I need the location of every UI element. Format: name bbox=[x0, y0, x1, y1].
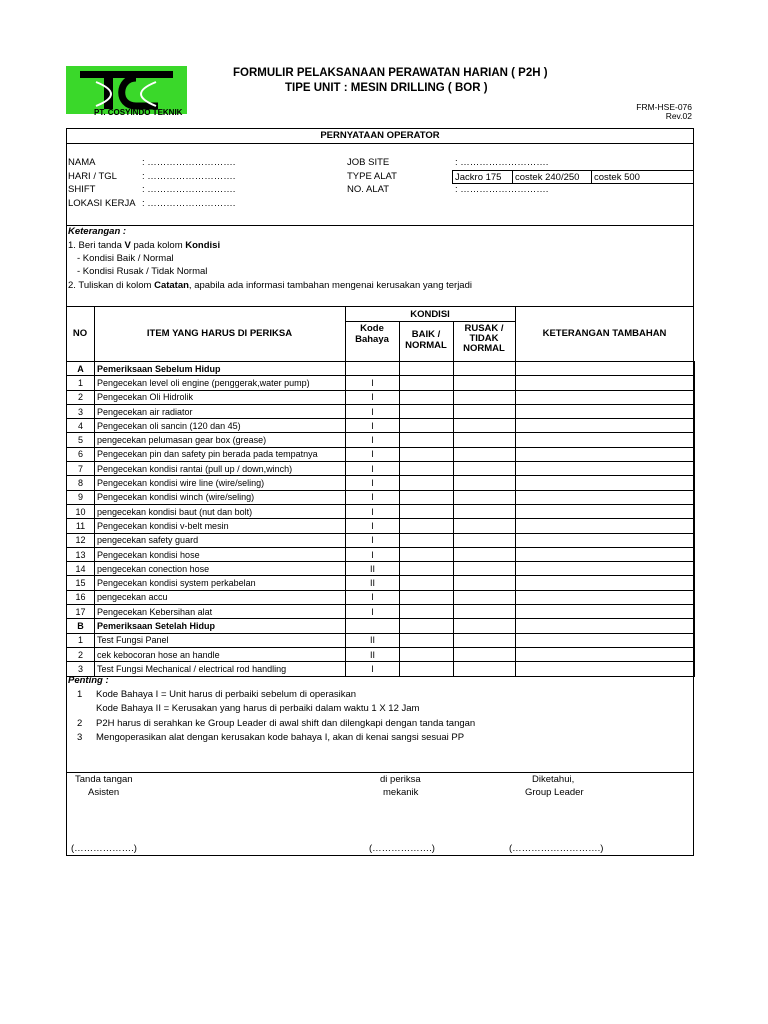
rusak-checkbox-cell[interactable] bbox=[454, 504, 516, 518]
row-item: pengecekan conection hose bbox=[95, 562, 346, 576]
row-no: 2 bbox=[67, 390, 95, 404]
row-no: 6 bbox=[67, 447, 95, 461]
section-b-body bbox=[67, 619, 695, 676]
row-item: pengecekan safety guard bbox=[95, 533, 346, 547]
table-row bbox=[67, 504, 695, 518]
form-subtitle: TIPE UNIT : MESIN DRILLING ( BOR ) bbox=[285, 82, 488, 94]
inspection-table bbox=[66, 361, 695, 677]
signature-asisten-line1: Tanda tangan bbox=[75, 774, 133, 785]
table-row bbox=[67, 433, 695, 447]
row-item: pengecekan kondisi baut (nut dan bolt) bbox=[95, 504, 346, 518]
field-value-nama[interactable]: : ………………………. bbox=[142, 157, 236, 168]
baik-checkbox-cell[interactable] bbox=[400, 462, 454, 476]
baik-checkbox-cell[interactable] bbox=[400, 476, 454, 490]
rusak-checkbox-cell[interactable] bbox=[454, 547, 516, 561]
rusak-checkbox-cell[interactable] bbox=[454, 419, 516, 433]
rusak-checkbox-cell[interactable] bbox=[454, 533, 516, 547]
baik-checkbox-cell[interactable] bbox=[400, 590, 454, 604]
row-no: 3 bbox=[67, 662, 95, 676]
notes-line-1-mid: pada kolom bbox=[130, 240, 186, 251]
baik-checkbox-cell[interactable] bbox=[400, 547, 454, 561]
field-value-no-alat[interactable]: : ………………………. bbox=[455, 184, 549, 195]
rusak-checkbox-cell[interactable] bbox=[454, 633, 516, 647]
section-a-body bbox=[67, 362, 695, 619]
row-no: 3 bbox=[67, 404, 95, 418]
keterangan-cell[interactable] bbox=[516, 619, 695, 633]
keterangan-input-cell[interactable] bbox=[516, 490, 695, 504]
baik-checkbox-cell[interactable] bbox=[400, 519, 454, 533]
rusak-checkbox-cell[interactable] bbox=[454, 462, 516, 476]
keterangan-input-cell[interactable] bbox=[516, 533, 695, 547]
row-no: 9 bbox=[67, 490, 95, 504]
table-row bbox=[67, 547, 695, 561]
baik-checkbox-cell[interactable] bbox=[400, 390, 454, 404]
table-row bbox=[67, 404, 695, 418]
row-item: Pengecekan kondisi system perkabelan bbox=[95, 576, 346, 590]
baik-checkbox-cell[interactable] bbox=[400, 576, 454, 590]
keterangan-input-cell[interactable] bbox=[516, 547, 695, 561]
notes-line-4 bbox=[68, 280, 472, 291]
company-logo bbox=[66, 66, 187, 114]
row-no: 5 bbox=[67, 433, 95, 447]
row-no: 2 bbox=[67, 647, 95, 661]
row-kode: I bbox=[346, 519, 400, 533]
row-kode: I bbox=[346, 404, 400, 418]
notes-line-1 bbox=[68, 240, 220, 251]
col-header-rusak: RUSAK / TIDAK NORMAL bbox=[463, 323, 505, 354]
row-kode: II bbox=[346, 562, 400, 576]
row-item: Pengecekan kondisi rantai (pull up / down,winch) bbox=[95, 462, 346, 476]
row-no: 4 bbox=[67, 419, 95, 433]
table-row bbox=[67, 662, 695, 676]
penting-item-no: 2 bbox=[77, 718, 83, 729]
keterangan-input-cell[interactable] bbox=[516, 376, 695, 390]
keterangan-input-cell[interactable] bbox=[516, 633, 695, 647]
baik-checkbox-cell[interactable] bbox=[400, 447, 454, 461]
rusak-checkbox-cell[interactable] bbox=[454, 404, 516, 418]
section-no: B bbox=[67, 619, 95, 633]
signature-gl-line1: Diketahui, bbox=[532, 774, 575, 785]
keterangan-input-cell[interactable] bbox=[516, 605, 695, 619]
row-item: Pengecekan Oli Hidrolik bbox=[95, 390, 346, 404]
penting-item-text: P2H harus di serahkan ke Group Leader di awal shift dan dilengkapi dengan tanda tangan bbox=[96, 718, 476, 729]
type-option-jackro[interactable]: Jackro 175 bbox=[455, 172, 502, 183]
penting-item-text: Kode Bahaya I = Unit harus di perbaiki sebelum di operasikan bbox=[96, 689, 357, 700]
row-item: Pengecekan air radiator bbox=[95, 404, 346, 418]
row-kode: I bbox=[346, 419, 400, 433]
row-no: 12 bbox=[67, 533, 95, 547]
col-header-keterangan: KETERANGAN TAMBAHAN bbox=[542, 328, 667, 339]
row-kode: I bbox=[346, 376, 400, 390]
table-row bbox=[67, 390, 695, 404]
table-row bbox=[67, 447, 695, 461]
row-kode: I bbox=[346, 605, 400, 619]
keterangan-input-cell[interactable] bbox=[516, 476, 695, 490]
row-item: Pengecekan kondisi wire line (wire/seling) bbox=[95, 476, 346, 490]
row-no: 11 bbox=[67, 519, 95, 533]
notes-line-2: - Kondisi Baik / Normal bbox=[77, 253, 174, 264]
row-item: Test Fungsi Panel bbox=[95, 633, 346, 647]
table-row bbox=[67, 376, 695, 390]
signature-mekanik-line2: mekanik bbox=[383, 787, 419, 798]
penting-item-text: Kode Bahaya II = Kerusakan yang harus di perbaiki dalam waktu 1 X 12 Jam bbox=[96, 703, 420, 714]
rusak-checkbox-cell[interactable] bbox=[454, 647, 516, 661]
row-item: pengecekan accu bbox=[95, 590, 346, 604]
field-label-job-site: JOB SITE bbox=[347, 157, 390, 168]
row-no: 10 bbox=[67, 504, 95, 518]
rusak-checkbox-cell[interactable] bbox=[454, 562, 516, 576]
penting-title: Penting : bbox=[68, 675, 109, 686]
penting-item-text: Mengoperasikan alat dengan kerusakan kode bahaya I, akan di kenai sangsi sesuai PP bbox=[96, 732, 465, 743]
row-item: Pengecekan Kebersihan alat bbox=[95, 605, 346, 619]
type-option-costek-500[interactable]: costek 500 bbox=[594, 172, 640, 183]
rusak-checkbox-cell[interactable] bbox=[454, 433, 516, 447]
row-no: 1 bbox=[67, 376, 95, 390]
baik-checkbox-cell[interactable] bbox=[400, 490, 454, 504]
col-header-kondisi: KONDISI bbox=[410, 309, 450, 320]
baik-checkbox-cell[interactable] bbox=[400, 504, 454, 518]
table-row bbox=[67, 590, 695, 604]
row-kode: I bbox=[346, 662, 400, 676]
row-kode: II bbox=[346, 647, 400, 661]
table-row bbox=[67, 476, 695, 490]
signature-gl-blank[interactable]: (……………………….) bbox=[509, 843, 604, 854]
row-kode: I bbox=[346, 462, 400, 476]
row-no: 16 bbox=[67, 590, 95, 604]
row-item: Test Fungsi Mechanical / electrical rod handling bbox=[95, 662, 346, 676]
field-value-lokasi[interactable]: : ………………………. bbox=[142, 198, 236, 209]
rusak-checkbox-cell[interactable] bbox=[454, 376, 516, 390]
row-item: Pengecekan kondisi v-belt mesin bbox=[95, 519, 346, 533]
rusak-cell[interactable] bbox=[454, 619, 516, 633]
signature-mekanik-line1: di periksa bbox=[380, 774, 421, 785]
row-no: 8 bbox=[67, 476, 95, 490]
row-kode: I bbox=[346, 447, 400, 461]
table-row bbox=[67, 562, 695, 576]
section-no: A bbox=[67, 362, 95, 376]
row-kode: I bbox=[346, 390, 400, 404]
table-row bbox=[67, 533, 695, 547]
section-header-row bbox=[67, 619, 695, 633]
rusak-checkbox-cell[interactable] bbox=[454, 490, 516, 504]
row-item: Pengecekan kondisi winch (wire/seling) bbox=[95, 490, 346, 504]
table-row bbox=[67, 605, 695, 619]
logo-graphic bbox=[66, 66, 187, 114]
baik-checkbox-cell[interactable] bbox=[400, 633, 454, 647]
row-kode: I bbox=[346, 590, 400, 604]
signature-asisten-line2: Asisten bbox=[88, 787, 120, 798]
row-kode: I bbox=[346, 433, 400, 447]
notes-line-3: - Kondisi Rusak / Tidak Normal bbox=[77, 266, 208, 277]
field-value-job-site[interactable]: : ………………………. bbox=[455, 157, 549, 168]
row-kode: II bbox=[346, 576, 400, 590]
field-label-no-alat: NO. ALAT bbox=[347, 184, 390, 195]
row-kode: I bbox=[346, 476, 400, 490]
row-no: 1 bbox=[67, 633, 95, 647]
row-kode: II bbox=[346, 633, 400, 647]
row-no: 7 bbox=[67, 462, 95, 476]
notes-line-1-v: V bbox=[124, 240, 131, 251]
baik-cell[interactable] bbox=[400, 619, 454, 633]
rusak-checkbox-cell[interactable] bbox=[454, 590, 516, 604]
keterangan-input-cell[interactable] bbox=[516, 519, 695, 533]
col-header-no: NO bbox=[72, 328, 88, 339]
rusak-checkbox-cell[interactable] bbox=[454, 576, 516, 590]
section-header-row bbox=[67, 362, 695, 376]
notes-line-1-bold: Kondisi bbox=[185, 240, 221, 251]
keterangan-input-cell[interactable] bbox=[516, 447, 695, 461]
field-label-type-alat: TYPE ALAT bbox=[347, 171, 397, 182]
row-kode: I bbox=[346, 547, 400, 561]
row-no: 14 bbox=[67, 562, 95, 576]
baik-checkbox-cell[interactable] bbox=[400, 419, 454, 433]
table-row bbox=[67, 490, 695, 504]
row-no: 17 bbox=[67, 605, 95, 619]
notes-line-4-bold: Catatan bbox=[154, 280, 189, 291]
company-name: PT. COSYINDO TEKNIK bbox=[94, 108, 183, 117]
baik-checkbox-cell[interactable] bbox=[400, 562, 454, 576]
baik-checkbox-cell[interactable] bbox=[400, 533, 454, 547]
table-row bbox=[67, 462, 695, 476]
keterangan-input-cell[interactable] bbox=[516, 390, 695, 404]
notes-line-4-post: , apabila ada informasi tambahan mengenai kerusakan yang terjadi bbox=[188, 280, 472, 291]
form-title: FORMULIR PELAKSANAAN PERAWATAN HARIAN ( P2H ) bbox=[233, 67, 548, 79]
keterangan-input-cell[interactable] bbox=[516, 562, 695, 576]
field-label-lokasi: LOKASI KERJA bbox=[68, 198, 136, 209]
keterangan-input-cell[interactable] bbox=[516, 576, 695, 590]
operator-section-title: PERNYATAAN OPERATOR bbox=[320, 130, 440, 141]
notes-line-1-pre: 1. Beri tanda bbox=[68, 240, 125, 251]
kode-cell bbox=[346, 619, 400, 633]
baik-checkbox-cell[interactable] bbox=[400, 662, 454, 676]
penting-item-no: 3 bbox=[77, 732, 83, 743]
rusak-checkbox-cell[interactable] bbox=[454, 390, 516, 404]
section-label: Pemeriksaan Sebelum Hidup bbox=[95, 362, 346, 376]
row-no: 13 bbox=[67, 547, 95, 561]
signature-mekanik-blank[interactable]: (……………….) bbox=[369, 843, 435, 854]
baik-checkbox-cell[interactable] bbox=[400, 404, 454, 418]
field-label-shift: SHIFT bbox=[68, 184, 96, 195]
field-label-nama: NAMA bbox=[68, 157, 96, 168]
col-header-kode: Kode Bahaya bbox=[355, 323, 389, 345]
baik-checkbox-cell[interactable] bbox=[400, 647, 454, 661]
section-label: Pemeriksaan Setelah Hidup bbox=[95, 619, 346, 633]
row-item: pengecekan pelumasan gear box (grease) bbox=[95, 433, 346, 447]
row-item: cek kebocoran hose an handle bbox=[95, 647, 346, 661]
row-item: Pengecekan oli sancin (120 dan 45) bbox=[95, 419, 346, 433]
keterangan-input-cell[interactable] bbox=[516, 504, 695, 518]
table-row bbox=[67, 633, 695, 647]
kode-cell bbox=[346, 362, 400, 376]
rusak-checkbox-cell[interactable] bbox=[454, 476, 516, 490]
rusak-checkbox-cell[interactable] bbox=[454, 662, 516, 676]
baik-checkbox-cell[interactable] bbox=[400, 376, 454, 390]
row-no: 15 bbox=[67, 576, 95, 590]
row-item: Pengecekan level oli engine (penggerak,water pump) bbox=[95, 376, 346, 390]
notes-line-4-pre: 2. Tuliskan di kolom bbox=[68, 280, 155, 291]
table-row bbox=[67, 419, 695, 433]
keterangan-input-cell[interactable] bbox=[516, 647, 695, 661]
type-option-costek-240[interactable]: costek 240/250 bbox=[515, 172, 580, 183]
penting-item-no: 1 bbox=[77, 689, 83, 700]
keterangan-input-cell[interactable] bbox=[516, 404, 695, 418]
col-header-item: ITEM YANG HARUS DI PERIKSA bbox=[146, 328, 293, 339]
rusak-checkbox-cell[interactable] bbox=[454, 519, 516, 533]
keterangan-input-cell[interactable] bbox=[516, 662, 695, 676]
keterangan-input-cell[interactable] bbox=[516, 433, 695, 447]
row-kode: I bbox=[346, 533, 400, 547]
rusak-checkbox-cell[interactable] bbox=[454, 447, 516, 461]
row-kode: I bbox=[346, 504, 400, 518]
keterangan-input-cell[interactable] bbox=[516, 419, 695, 433]
signature-gl-line2: Group Leader bbox=[525, 787, 584, 798]
signature-asisten-blank[interactable]: (……………….) bbox=[71, 843, 137, 854]
doc-revision: Rev.02 bbox=[665, 111, 692, 121]
baik-checkbox-cell[interactable] bbox=[400, 605, 454, 619]
field-label-hari-tgl: HARI / TGL bbox=[68, 171, 117, 182]
baik-cell[interactable] bbox=[400, 362, 454, 376]
rusak-checkbox-cell[interactable] bbox=[454, 605, 516, 619]
row-item: Pengecekan kondisi hose bbox=[95, 547, 346, 561]
rusak-cell[interactable] bbox=[454, 362, 516, 376]
field-value-shift[interactable]: : ………………………. bbox=[142, 184, 236, 195]
field-value-hari-tgl[interactable]: : ………………………. bbox=[142, 171, 236, 182]
table-row bbox=[67, 576, 695, 590]
doc-code: FRM-HSE-076 bbox=[636, 102, 692, 112]
keterangan-input-cell[interactable] bbox=[516, 590, 695, 604]
col-header-baik: BAIK / NORMAL bbox=[405, 329, 447, 351]
row-item: Pengecekan pin dan safety pin berada pada tempatnya bbox=[95, 447, 346, 461]
table-row bbox=[67, 647, 695, 661]
row-kode: I bbox=[346, 490, 400, 504]
table-row bbox=[67, 519, 695, 533]
keterangan-cell[interactable] bbox=[516, 362, 695, 376]
keterangan-input-cell[interactable] bbox=[516, 462, 695, 476]
baik-checkbox-cell[interactable] bbox=[400, 433, 454, 447]
notes-title: Keterangan : bbox=[68, 226, 127, 237]
